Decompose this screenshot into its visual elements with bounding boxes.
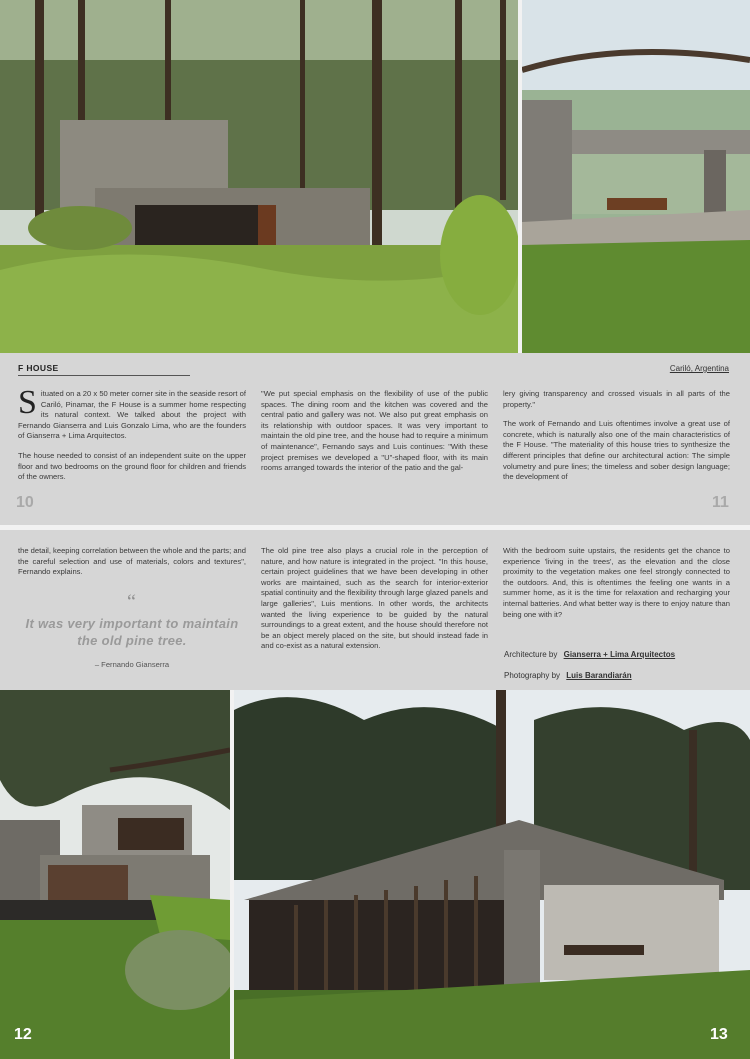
paragraph: ituated on a 20 x 50 meter corner site in the seaside resort of Cariló, Pinamar, the F House is a summer home respecting its natural context. We talked about the project with Fernando Gianserra and Luis Gonzalo Lima, who are the founders of Gianserra + Lima Arquitectos. xyxy=(18,389,246,441)
text-column-4 xyxy=(18,546,246,587)
text-column-6 xyxy=(503,546,730,629)
text-column-3 xyxy=(503,389,730,492)
text-column-5 xyxy=(261,546,488,661)
architect-link[interactable]: Gianserra + Lima Arquitectos xyxy=(563,650,676,659)
photo-house-exterior-day xyxy=(0,0,518,353)
article-title: F HOUSE xyxy=(18,363,59,373)
page-number-13: 13 xyxy=(710,1026,728,1043)
architecture-credit xyxy=(504,650,675,659)
text-column-1 xyxy=(18,384,246,492)
paragraph: The house needed to consist of an independent suite on the upper floor and two bedrooms on the ground floor for children and friends of the owners. xyxy=(18,450,246,482)
paragraph: The work of Fernando and Luis oftentimes involve a great use of concrete, which is naturally also one of the main characteristics of the F House. "The materiality of this house tries to synthesize the different principles that define our architectural action: The simple volumetry and pure lines; the timeless and sober design language; the development of xyxy=(503,419,730,482)
quote-mark: “ xyxy=(127,591,136,613)
paragraph: The old pine tree also plays a crucial role in the perception of nature, and how nature is integrated in the project. "In this house, certain project guidelines that we have been developing in other works are maintained, such as the search for interior-exterior spatial continuity and the flexibility through large glazed panels and large galleries", Luis mentions. In other words, the architects wanted the living experience to be guided by the natural surroundings to a great extent, and the house should therefore not be an object merely placed on the site, but should instead fade in and co-exist as a natural extension. xyxy=(261,546,488,651)
photography-credit xyxy=(504,671,632,680)
paragraph: lery giving transparency and crossed visuals in all parts of the property." xyxy=(503,389,730,409)
photo-gallery-patio xyxy=(522,0,750,353)
paragraph: "We put special emphasis on the flexibility of use of the public spaces. The dining room and the kitchen was covered and the central patio and gallery was not. We also put great emphasis on its relationship with outdoor spaces. It was very important to maintain the old pine tree, and the house had to require a minimum of maintenance", Fernando says and Luis continues: "With these project premises we developed a "U"-shaped floor, with its main rooms arranged towards the interior of the patio and the gal- xyxy=(261,389,488,473)
photo-house-exterior-dusk xyxy=(234,690,750,1059)
photo-house-courtyard xyxy=(0,690,230,1059)
credit-label: Photography by xyxy=(504,671,561,680)
page-number-11: 11 xyxy=(712,494,729,511)
drop-cap: S xyxy=(18,384,37,421)
pull-quote: It was very important to maintain the old pine tree. xyxy=(25,616,239,648)
text-column-2 xyxy=(261,389,488,483)
credit-label: Architecture by xyxy=(504,650,558,659)
page-number-12: 12 xyxy=(14,1026,32,1043)
paragraph: With the bedroom suite upstairs, the residents get the chance to experience 'living in the trees', as the elevation and the close proximity to the vegetation makes one feel strongly connected to the outdoors. And, this is oftentimes the feeling one wants in a summer home, as it is the time for relaxation and recharging your internal batteries. And what better way is there to enjoy nature than being one with it? xyxy=(503,546,730,619)
photographer-link[interactable]: Luis Barandiarán xyxy=(566,671,632,680)
location-label: Cariló, Argentina xyxy=(669,364,729,373)
page-number-10: 10 xyxy=(16,494,34,511)
quote-author: – Fernando Gianserra xyxy=(94,660,170,669)
paragraph: the detail, keeping correlation between the whole and the parts; and the careful selection and use of materials, colors and textures", Fernando explains. xyxy=(18,546,246,577)
title-rule xyxy=(18,375,190,376)
